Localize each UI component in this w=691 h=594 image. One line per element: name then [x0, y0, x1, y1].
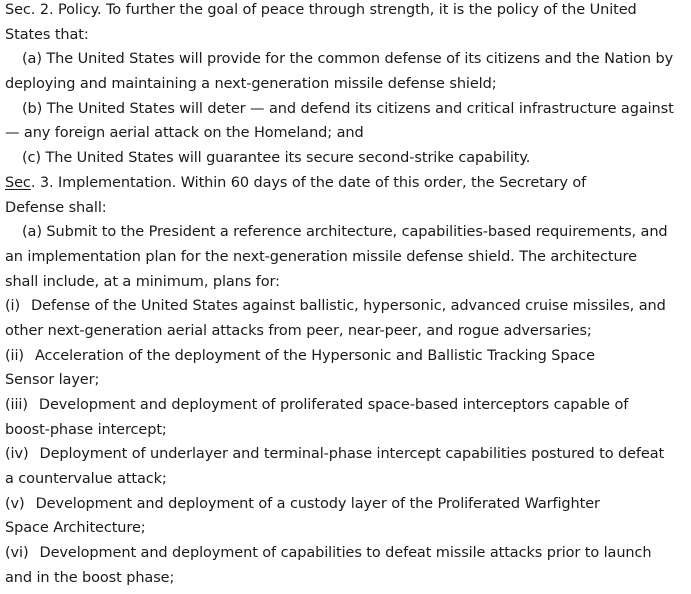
sec2-heading-line-2: States that: — [5, 26, 89, 43]
item-label: (iii) — [5, 397, 28, 413]
sec3-item-i-line-1 — [5, 294, 691, 319]
item-label: (v) — [5, 495, 25, 512]
sec2-heading-line-1: Sec. 2. Policy. To further the goal of peace through strength, it is the policy of the United — [5, 2, 637, 18]
item-label: (vi) — [5, 545, 29, 562]
sec3-item-vi-line-1 — [5, 541, 691, 566]
item-label: (ii) — [5, 347, 24, 364]
sec3-item-iii-line-1 — [5, 393, 691, 418]
item-label: (iv) — [5, 446, 29, 463]
sec2-item-c-line-1: (c) The United States will guarantee its secure second-strike capability. — [22, 150, 531, 167]
sec3-heading-line-2: Defense shall: — [5, 199, 107, 216]
item-text: Development and deployment of capabilities to defeat missile attacks prior to launch — [39, 545, 652, 562]
sec2-item-b-line-2: — any foreign aerial attack on the Homeland; and — [5, 125, 364, 142]
item-text: Defense of the United States against ballistic, hypersonic, advanced cruise missiles, and — [31, 298, 666, 315]
item-text: Acceleration of the deployment of the Hypersonic and Ballistic Tracking Space — [34, 347, 595, 364]
sec3-item-i-line-2: other next-generation aerial attacks from peer, near-peer, and rogue adversaries; — [5, 322, 592, 339]
sec3-item-a-line-3: shall include, at a minimum, plans for: — [5, 273, 280, 290]
sec3-item-v-line-2: Space Architecture; — [5, 520, 146, 537]
item-text: Development and deployment of proliferated space-based interceptors capable of — [38, 397, 629, 413]
sec3-sec-link[interactable]: Sec — [5, 174, 31, 191]
item-text: Development and deployment of a custody layer of the Proliferated Warfighter — [35, 495, 600, 512]
sec3-item-v-line-1 — [5, 492, 691, 517]
sec3-item-iii-line-2: boost-phase intercept; — [5, 421, 167, 438]
sec3-item-iv-line-2: a countervalue attack; — [5, 471, 167, 488]
sec3-item-a-line-1: (a) Submit to the President a reference architecture, capabilities-based requirements, and — [22, 224, 668, 241]
item-label: (i) — [5, 298, 21, 315]
sec3-heading-line-1 — [5, 171, 691, 196]
sec2-item-b-line-1: (b) The United States will deter — and defend its citizens and critical infrastructure against — [22, 100, 674, 117]
sec3-item-ii-line-2: Sensor layer; — [5, 372, 100, 389]
sec3-item-vi-line-2: and in the boost phase; — [5, 569, 175, 586]
sec3-item-ii-line-1 — [5, 344, 691, 369]
item-text: Deployment of underlayer and terminal-phase intercept capabilities postured to defeat — [39, 446, 665, 463]
sec2-item-a-line-2: deploying and maintaining a next-generation missile defense shield; — [5, 76, 497, 93]
sec3-item-a-line-2: an implementation plan for the next-generation missile defense shield. The architecture — [5, 248, 637, 265]
sec3-item-iv-line-1 — [5, 442, 691, 467]
sec3-heading-rest: . 3. Implementation. Within 60 days of the date of this order, the Secretary of — [30, 174, 587, 191]
sec2-item-a-line-1: (a) The United States will provide for the common defense of its citizens and the Nation by — [22, 51, 674, 68]
